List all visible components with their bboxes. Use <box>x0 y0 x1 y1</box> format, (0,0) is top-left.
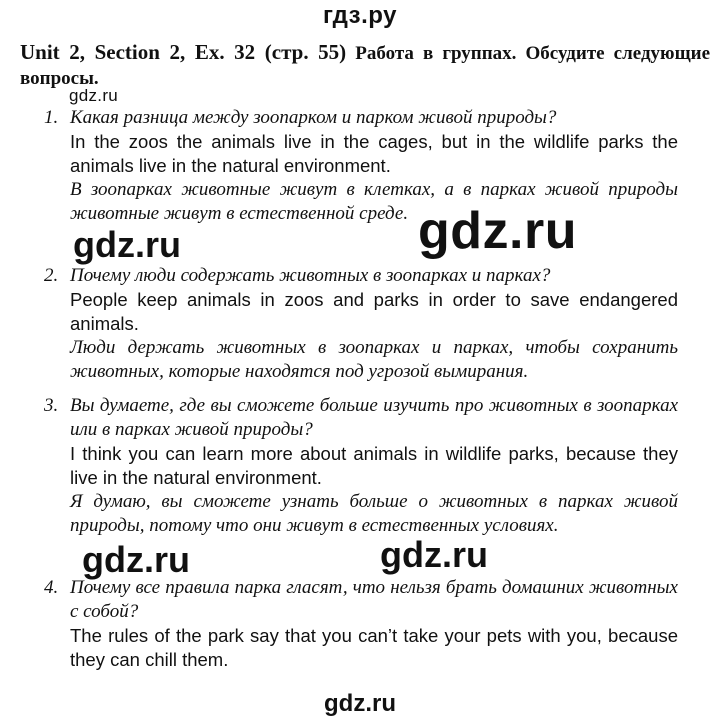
translation-text: В зоопарках животные живут в клетках, а в парках живой природы животные живут в естественной среде. <box>70 179 678 224</box>
exercise-instruction: Работа в группах. Обсудите следующие вопросы. <box>20 43 710 89</box>
exercise-heading <box>20 40 710 91</box>
site-header-title: гдз.ру <box>323 2 397 29</box>
translation-text: Я думаю, вы сможете узнать больше о животных в парках живой природы, потому что они живут в естественных условиях. <box>70 491 678 536</box>
answer-text: In the zoos the animals live in the cages, but in the wildlife parks the animals live in the natural environment. <box>70 131 678 176</box>
item-number: 4. <box>44 577 59 598</box>
answer-text: I think you can learn more about animals in wildlife parks, because they live in the natural environment. <box>70 443 678 488</box>
watermark-medium-1: gdz.ru <box>73 224 181 265</box>
watermark-medium-3: gdz.ru <box>380 534 488 575</box>
question-text: Вы думаете, где вы сможете больше изучить про животных в зоопарках или в парках живой природы? <box>70 395 678 440</box>
question-text: Почему люди содержать животных в зоопарках и парках? <box>70 265 551 286</box>
site-footer-title: gdz.ru <box>324 690 396 717</box>
answer-text: The rules of the park say that you can’t take your pets with you, because they can chill them. <box>70 625 678 670</box>
question-text: Почему все правила парка гласят, что нельзя брать домашних животных с собой? <box>70 577 678 622</box>
item-number: 3. <box>44 395 59 416</box>
watermark-medium-2: gdz.ru <box>82 539 190 580</box>
exercise-reference: Unit 2, Section 2, Ex. 32 (стр. 55) <box>20 40 347 64</box>
item-number: 1. <box>44 107 59 128</box>
watermark-small: gdz.ru <box>69 86 119 105</box>
item-number: 2. <box>44 265 59 286</box>
question-text: Какая разница между зоопарком и парком живой природы? <box>70 107 557 128</box>
translation-text: Люди держать животных в зоопарках и парках, чтобы сохранить животных, которые находятся под угрозой вымирания. <box>70 337 678 382</box>
answer-text: People keep animals in zoos and parks in order to save endangered animals. <box>70 289 678 334</box>
watermark-large: gdz.ru <box>418 202 577 260</box>
